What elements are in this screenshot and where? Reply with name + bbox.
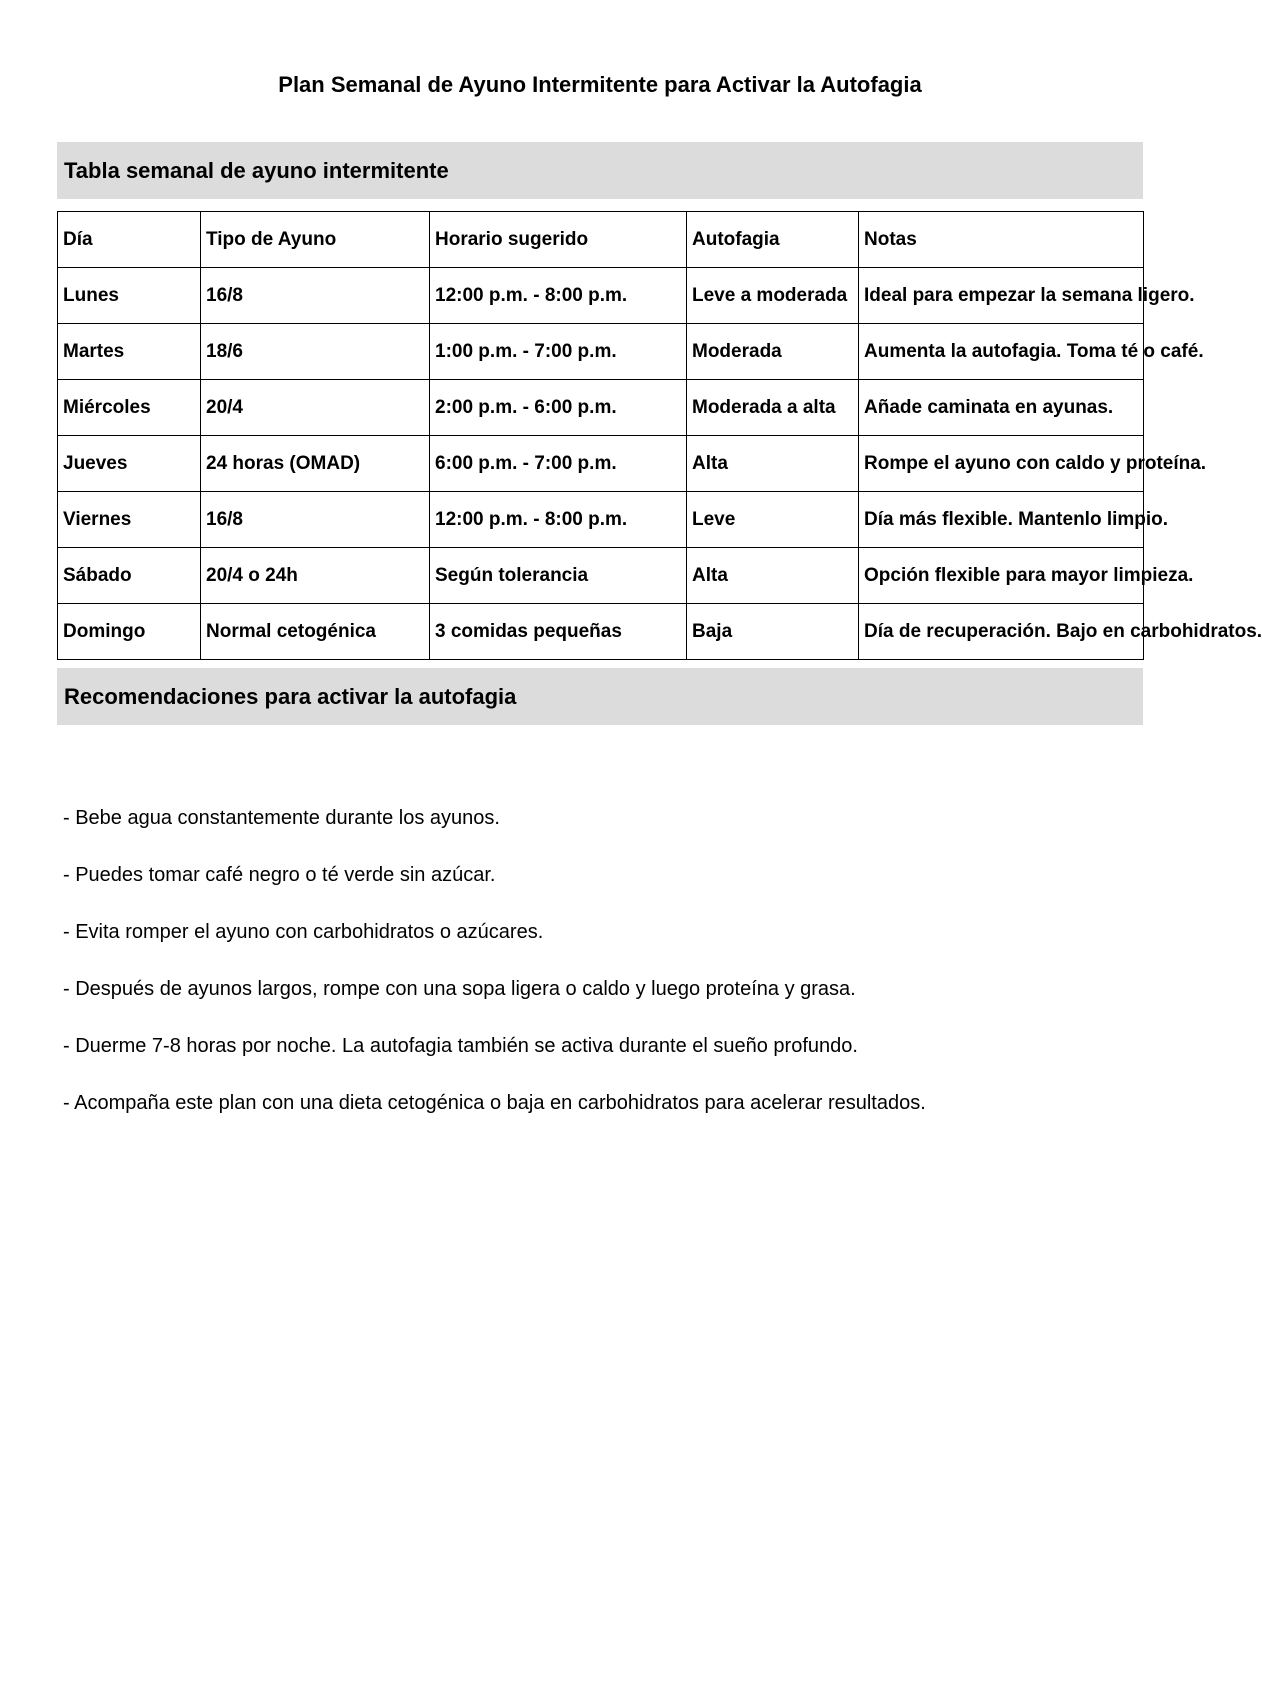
cell-day: Domingo	[58, 604, 201, 660]
cell-fast-type: 20/4	[201, 380, 430, 436]
table-row	[58, 604, 1144, 660]
cell-autophagy: Leve a moderada	[687, 268, 859, 324]
list-item: - Evita romper el ayuno con carbohidratos o azúcares.	[63, 921, 544, 943]
table-row	[58, 324, 1144, 380]
cell-autophagy: Moderada	[687, 324, 859, 380]
cell-day: Miércoles	[58, 380, 201, 436]
page-title: Plan Semanal de Ayuno Intermitente para Activar la Autofagia	[278, 72, 922, 97]
cell-autophagy: Baja	[687, 604, 859, 660]
cell-autophagy: Moderada a alta	[687, 380, 859, 436]
cell-autophagy: Alta	[687, 548, 859, 604]
list-item: - Acompaña este plan con una dieta cetogénica o baja en carbohidratos para acelerar resultados.	[63, 1092, 926, 1114]
cell-day: Jueves	[58, 436, 201, 492]
cell-fast-type: 18/6	[201, 324, 430, 380]
recommendations-list	[63, 805, 1143, 1147]
list-item: - Bebe agua constantemente durante los ayunos.	[63, 807, 500, 829]
cell-fast-type: 24 horas (OMAD)	[201, 436, 430, 492]
cell-fast-type: 16/8	[201, 492, 430, 548]
table-row	[58, 380, 1144, 436]
cell-schedule: 3 comidas pequeñas	[430, 604, 687, 660]
cell-autophagy: Leve	[687, 492, 859, 548]
list-item: - Después de ayunos largos, rompe con una sopa ligera o caldo y luego proteína y grasa.	[63, 978, 856, 1000]
weekly-schedule-table	[57, 211, 1262, 660]
list-item: - Puedes tomar café negro o té verde sin azúcar.	[63, 864, 496, 886]
cell-schedule: 12:00 p.m. - 8:00 p.m.	[430, 268, 687, 324]
table-row	[58, 548, 1144, 604]
weekly-table-heading: Tabla semanal de ayuno intermitente	[57, 142, 1143, 199]
cell-notes: Añade caminata en ayunas.	[859, 380, 1144, 436]
recommendations-heading: Recomendaciones para activar la autofagia	[57, 668, 1143, 725]
cell-fast-type: Normal cetogénica	[201, 604, 430, 660]
table-row	[58, 436, 1144, 492]
cell-autophagy: Alta	[687, 436, 859, 492]
cell-notes: Aumenta la autofagia. Toma té o café.	[859, 324, 1144, 380]
header-cell-dia: Día	[58, 212, 201, 268]
cell-day: Martes	[58, 324, 201, 380]
header-cell-horario: Horario sugerido	[430, 212, 687, 268]
cell-notes: Rompe el ayuno con caldo y proteína.	[859, 436, 1144, 492]
cell-schedule: 1:00 p.m. - 7:00 p.m.	[430, 324, 687, 380]
cell-notes: Día más flexible. Mantenlo limpio.	[859, 492, 1144, 548]
table-row	[58, 268, 1144, 324]
table-header-row	[58, 212, 1144, 268]
cell-notes: Día de recuperación. Bajo en carbohidratos.	[859, 604, 1144, 660]
cell-notes: Ideal para empezar la semana ligero.	[859, 268, 1144, 324]
cell-day: Sábado	[58, 548, 201, 604]
cell-schedule: Según tolerancia	[430, 548, 687, 604]
cell-schedule: 6:00 p.m. - 7:00 p.m.	[430, 436, 687, 492]
table-row	[58, 492, 1144, 548]
cell-notes: Opción flexible para mayor limpieza.	[859, 548, 1144, 604]
header-cell-tipo: Tipo de Ayuno	[201, 212, 430, 268]
cell-fast-type: 16/8	[201, 268, 430, 324]
cell-schedule: 12:00 p.m. - 8:00 p.m.	[430, 492, 687, 548]
cell-schedule: 2:00 p.m. - 6:00 p.m.	[430, 380, 687, 436]
header-cell-autofagia: Autofagia	[687, 212, 859, 268]
header-cell-notas: Notas	[859, 212, 1144, 268]
list-item: - Duerme 7-8 horas por noche. La autofagia también se activa durante el sueño profundo.	[63, 1035, 858, 1057]
cell-fast-type: 20/4 o 24h	[201, 548, 430, 604]
cell-day: Viernes	[58, 492, 201, 548]
cell-day: Lunes	[58, 268, 201, 324]
